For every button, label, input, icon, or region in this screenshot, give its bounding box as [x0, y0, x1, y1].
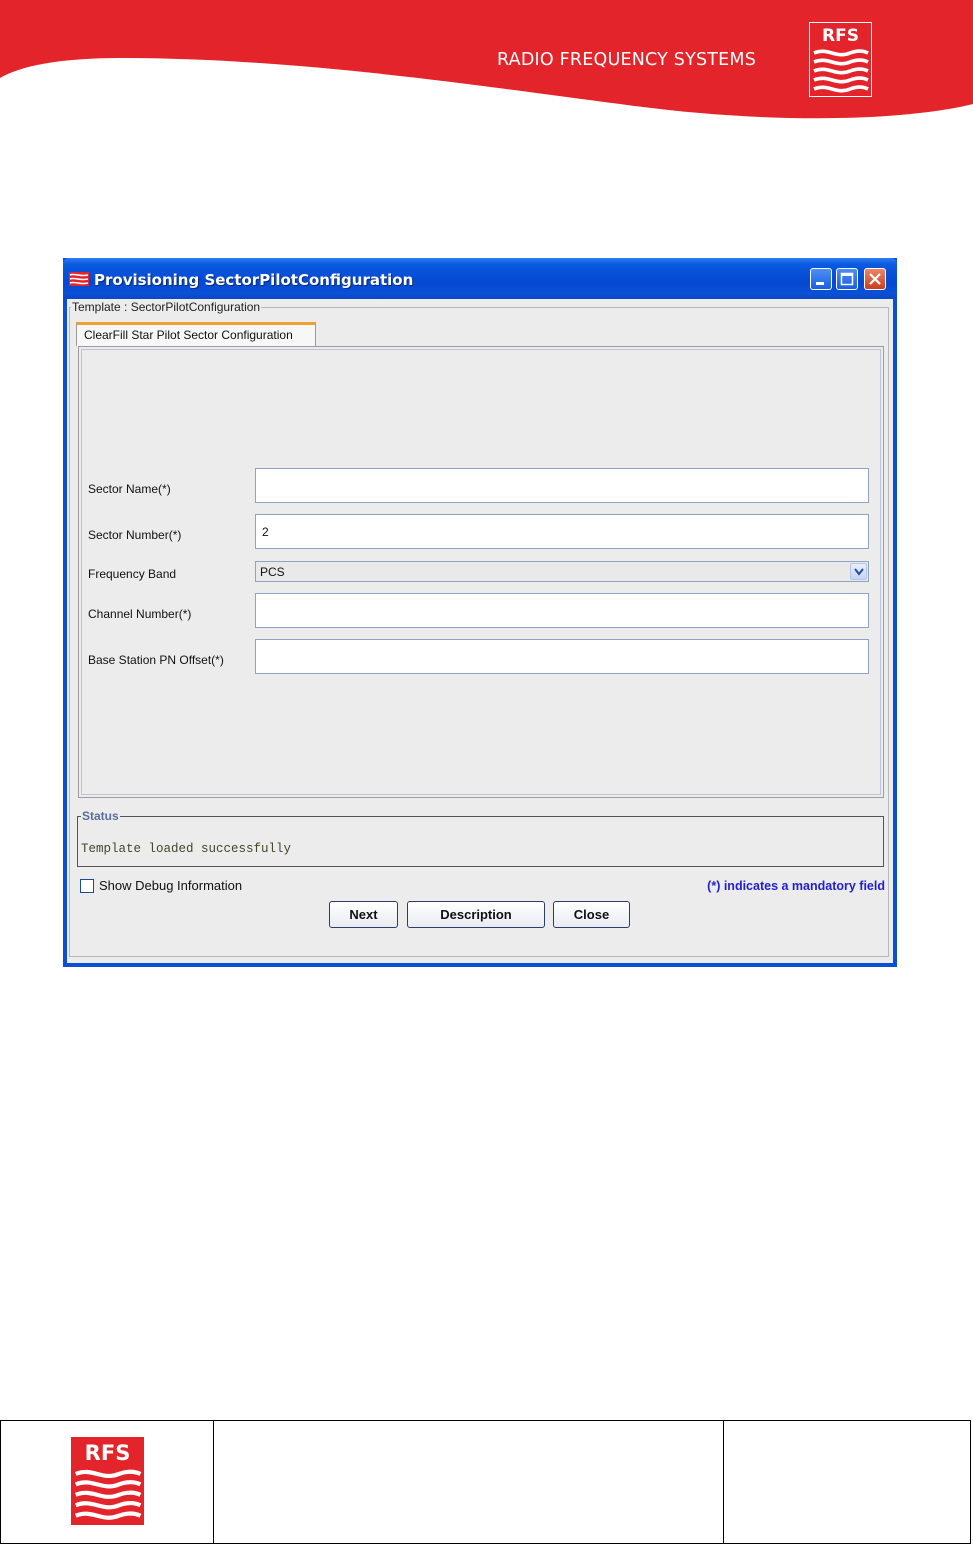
maximize-button[interactable]: [836, 268, 858, 290]
pn-offset-label: Base Station PN Offset(*): [88, 653, 224, 667]
wave-icon: [71, 1467, 144, 1525]
frequency-band-label: Frequency Band: [88, 567, 177, 581]
channel-number-label: Channel Number(*): [88, 607, 192, 621]
dropdown-arrow-button[interactable]: [850, 563, 867, 580]
document-header: [0, 0, 973, 125]
show-debug-checkbox[interactable]: [80, 879, 94, 893]
sector-name-field[interactable]: [255, 468, 869, 503]
tab-clearfill-star-pilot-sector-configuration[interactable]: ClearFill Star Pilot Sector Configuration: [76, 322, 316, 346]
company-name: RADIO FREQUENCY SYSTEMS: [497, 50, 757, 70]
sector-number-label: Sector Number(*): [88, 528, 182, 542]
minimize-icon: [811, 269, 831, 289]
close-icon: [865, 269, 885, 289]
close-button[interactable]: Close: [553, 901, 630, 928]
document-footer-table: [0, 1420, 971, 1544]
pn-offset-field[interactable]: [255, 639, 869, 674]
frequency-band-value: PCS: [260, 565, 285, 579]
mandatory-field-note: (*) indicates a mandatory field: [707, 879, 885, 893]
status-legend: Status: [82, 809, 119, 823]
footer-cell-middle: [213, 1421, 724, 1543]
tab-panel: [78, 346, 884, 798]
wave-icon: [810, 47, 871, 97]
provisioning-dialog: [63, 258, 897, 967]
template-legend: Template : SectorPilotConfiguration: [72, 300, 261, 314]
show-debug-label[interactable]: Show Debug Information: [99, 878, 243, 893]
sector-name-label: Sector Name(*): [88, 482, 171, 496]
chevron-down-icon: [853, 567, 865, 577]
title-bar[interactable]: [63, 258, 897, 299]
status-group: [77, 809, 884, 867]
window-client-area: [67, 299, 893, 963]
rfs-waves-icon: [69, 272, 89, 286]
close-window-button[interactable]: [864, 268, 886, 290]
sector-number-field[interactable]: [255, 514, 869, 549]
minimize-button[interactable]: [810, 268, 832, 290]
description-button[interactable]: Description: [407, 901, 545, 928]
status-message: Template loaded successfully: [81, 842, 292, 856]
form-panel: [81, 349, 881, 795]
window-title: Provisioning SectorPilotConfiguration: [94, 271, 414, 289]
next-button[interactable]: Next: [329, 901, 398, 928]
header-logo-text: RFS: [822, 26, 859, 46]
maximize-icon: [837, 269, 857, 289]
footer-cell-right: [723, 1421, 970, 1543]
footer-logo-text: RFS: [84, 1441, 131, 1465]
header-logo: [809, 22, 872, 97]
footer-logo: [70, 1436, 145, 1526]
footer-cell-logo: [1, 1421, 214, 1543]
channel-number-field[interactable]: [255, 593, 869, 628]
frequency-band-select[interactable]: [255, 561, 869, 582]
